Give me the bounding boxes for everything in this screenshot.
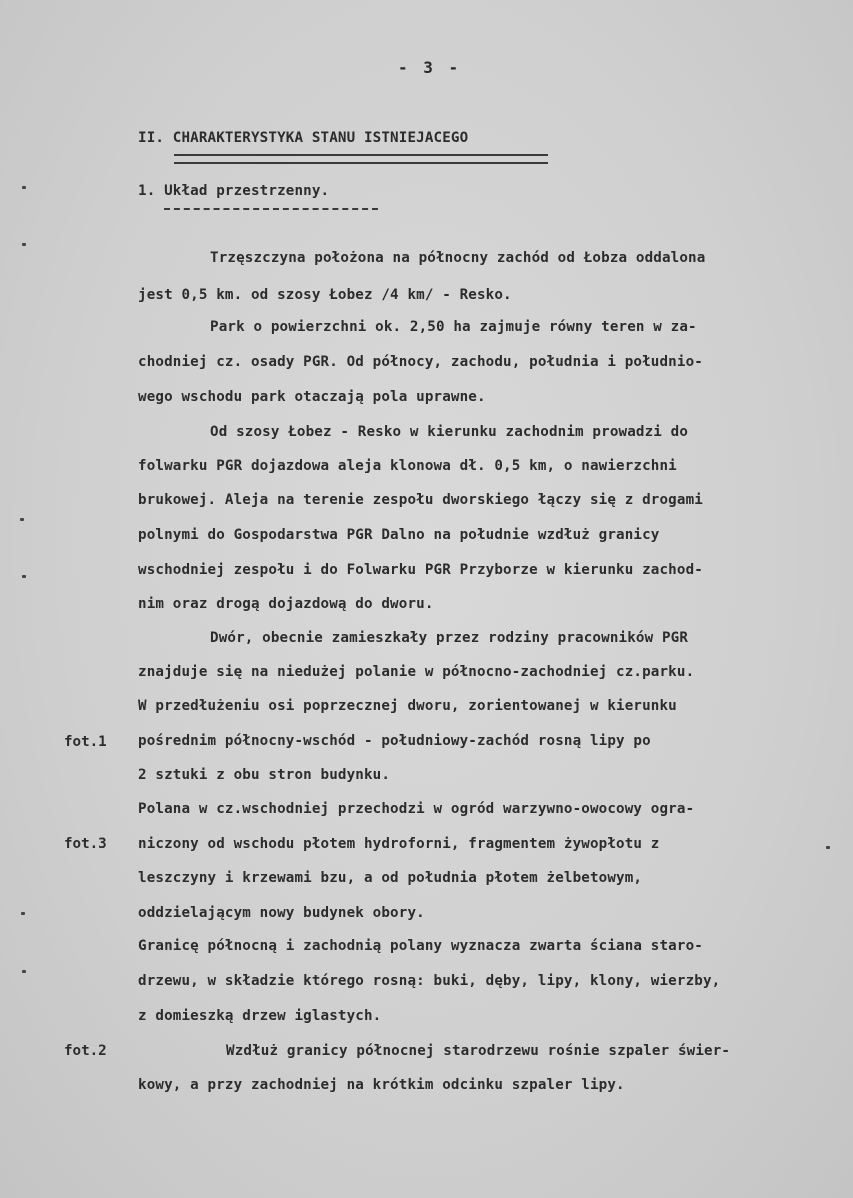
section-title: II. CHARAKTERYSTYKA STANU ISTNIEJACEGO (138, 130, 469, 146)
text-line: 2 sztuki z obu stron budynku. (138, 767, 391, 783)
text-line: pośrednim północny-wschód - południowy-zachód rosną lipy po (138, 733, 651, 749)
margin-note-photo: fot.2 (64, 1043, 107, 1059)
margin-note-photo: fot.3 (64, 836, 107, 852)
text-line: jest 0,5 km. od szosy Łobez /4 km/ - Resko. (138, 287, 512, 303)
text-line: Park o powierzchni ok. 2,50 ha zajmuje równy teren w za- (210, 319, 697, 335)
text-line: folwarku PGR dojazdowa aleja klonowa dł. 0,5 km, o nawierzchni (138, 458, 677, 474)
text-line: Granicę północną i zachodnią polany wyznacza zwarta ściana staro- (138, 938, 703, 954)
title-double-underline (174, 154, 548, 164)
text-line: chodniej cz. osady PGR. Od północy, zachodu, południa i południo- (138, 354, 703, 370)
text-line: znajduje się na niedużej polanie w północno-zachodniej cz.parku. (138, 664, 695, 680)
scan-speck (826, 846, 830, 849)
subsection-dashed-underline (164, 208, 378, 210)
text-line: Wzdłuż granicy północnej starodrzewu rośnie szpaler świer- (226, 1043, 731, 1059)
text-line: leszczyny i krzewami bzu, a od południa płotem żelbetowym, (138, 870, 643, 886)
text-line: Polana w cz.wschodniej przechodzi w ogród warzywno-owocowy ogra- (138, 801, 695, 817)
scan-speck (22, 186, 26, 189)
text-line: brukowej. Aleja na terenie zespołu dworskiego łączy się z drogami (138, 492, 703, 508)
page-number: - 3 - (398, 58, 462, 77)
scan-speck (21, 912, 25, 915)
scan-speck (20, 518, 24, 521)
text-line: Trzęszczyna położona na północny zachód od Łobza oddalona (210, 250, 706, 266)
text-line: Dwór, obecnie zamieszkały przez rodziny pracowników PGR (210, 630, 689, 646)
subsection-title: 1. Układ przestrzenny. (138, 183, 330, 199)
text-line: z domieszką drzew iglastych. (138, 1008, 382, 1024)
text-line: oddzielającym nowy budynek obory. (138, 905, 425, 921)
text-line: nim oraz drogą dojazdową do dworu. (138, 596, 434, 612)
text-line: wego wschodu park otaczają pola uprawne. (138, 389, 486, 405)
text-line: wschodniej zespołu i do Folwarku PGR Przyborze w kierunku zachod- (138, 562, 703, 578)
text-line: niczony od wschodu płotem hydroforni, fragmentem żywopłotu z (138, 836, 660, 852)
text-line: drzewu, w składzie którego rosną: buki, dęby, lipy, klony, wierzby, (138, 973, 721, 989)
margin-note-photo: fot.1 (64, 734, 107, 750)
scan-speck (22, 970, 26, 973)
text-line: Od szosy Łobez - Resko w kierunku zachodnim prowadzi do (210, 424, 689, 440)
text-line: kowy, a przy zachodniej na krótkim odcinku szpaler lipy. (138, 1077, 625, 1093)
scan-speck (22, 575, 26, 578)
text-line: polnymi do Gospodarstwa PGR Dalno na południe wzdłuż granicy (138, 527, 660, 543)
scan-speck (22, 243, 26, 246)
text-line: W przedłużeniu osi poprzecznej dworu, zorientowanej w kierunku (138, 698, 677, 714)
